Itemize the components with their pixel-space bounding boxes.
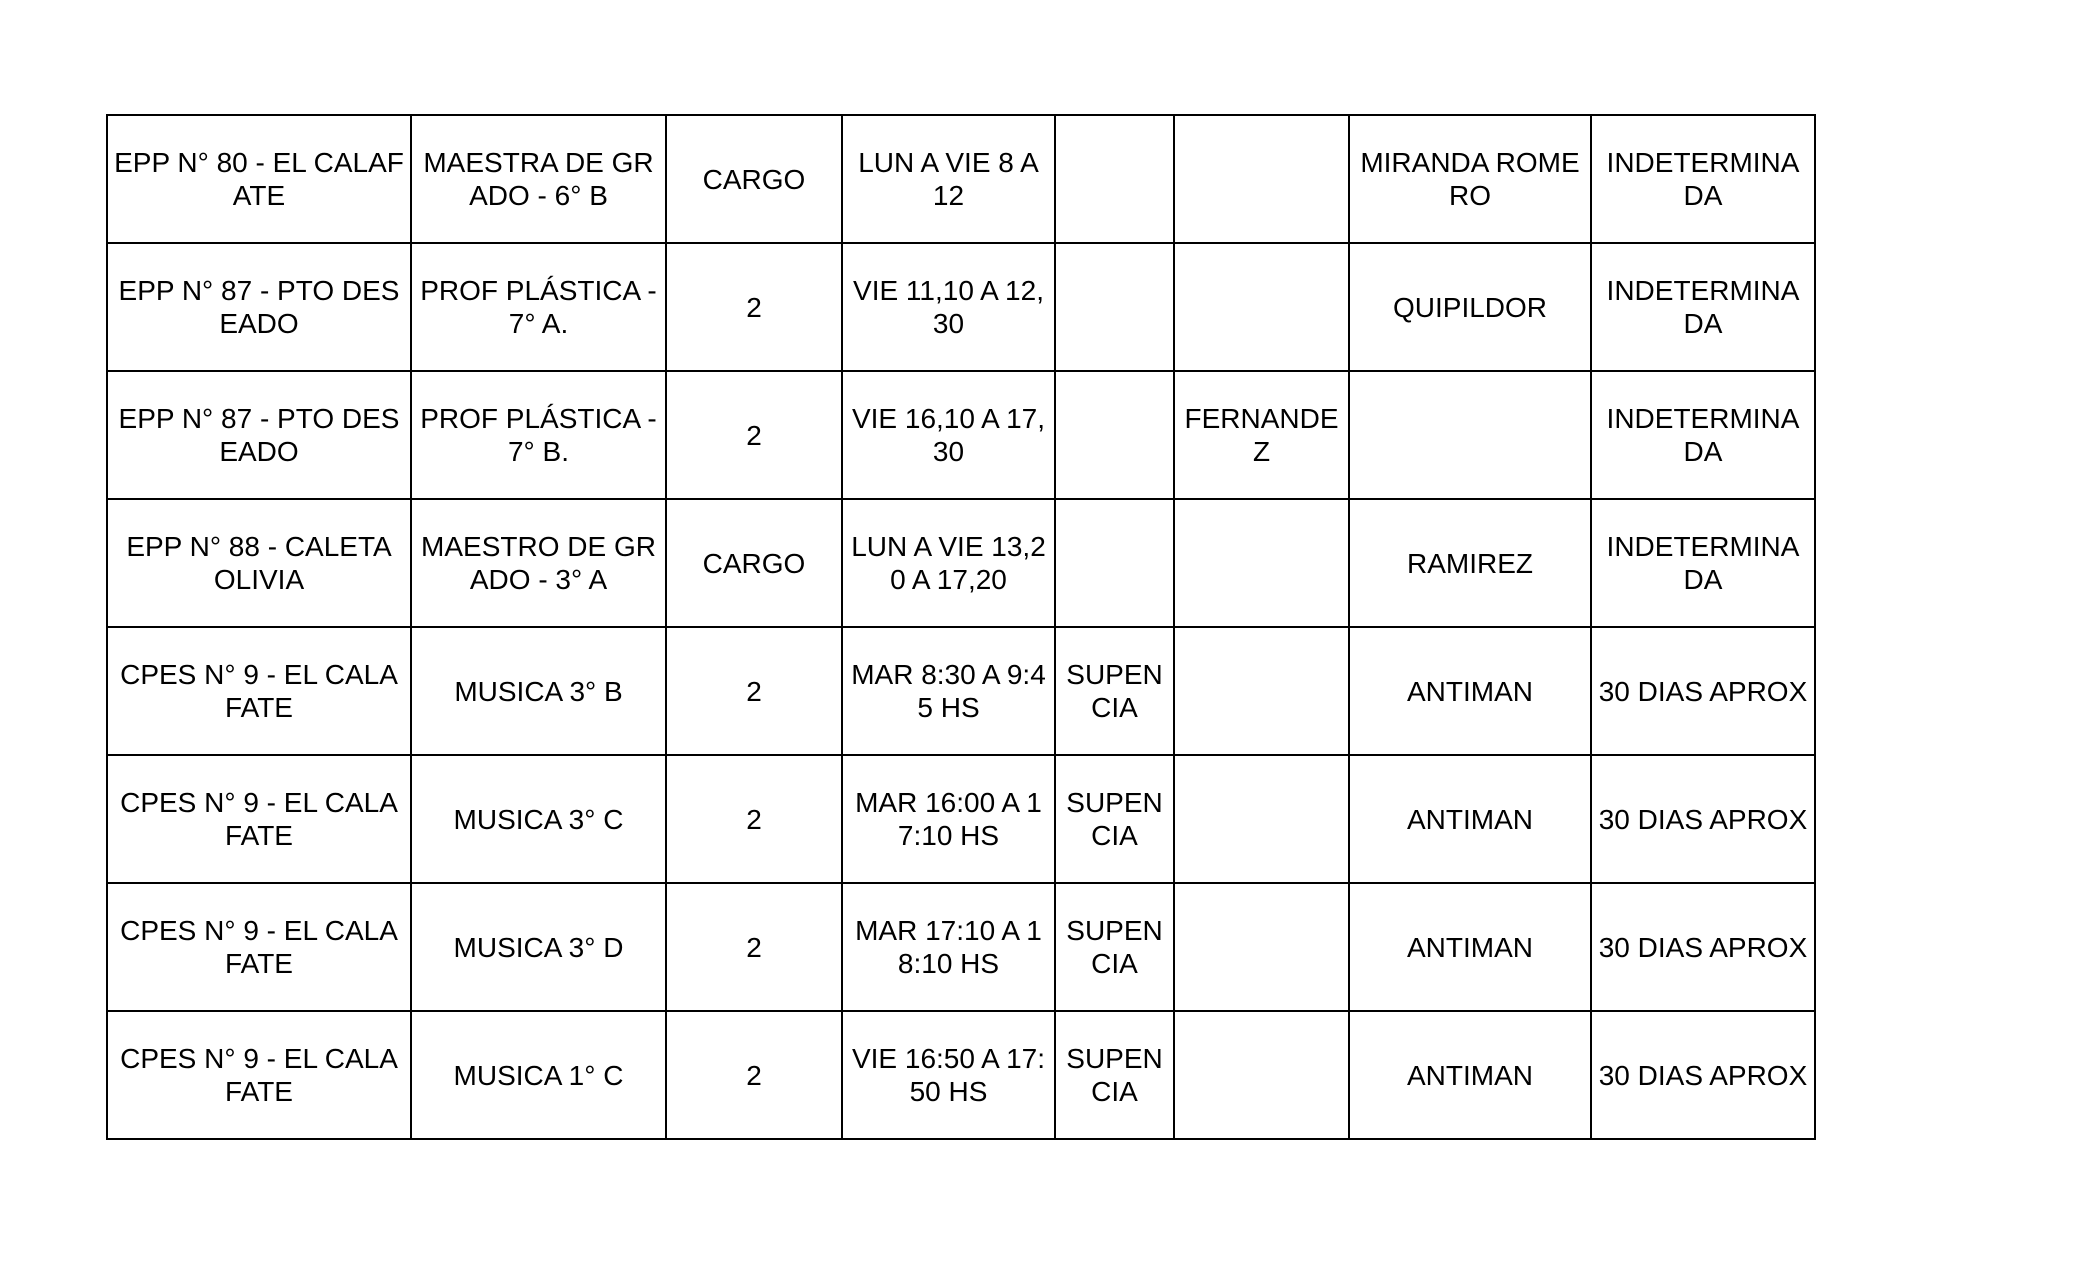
schedule-cell: LUN A VIE 13,20 A 17,20: [842, 499, 1055, 627]
table-row: [107, 1011, 1815, 1139]
type-cell: SUPENCIA: [1055, 755, 1174, 883]
hours-cell: 2: [666, 371, 842, 499]
substitute-cell: ANTIMAN: [1349, 755, 1591, 883]
subject-cell: MAESTRA DE GRADO - 6° B: [411, 115, 666, 243]
subject-cell: PROF PLÁSTICA - 7° B.: [411, 371, 666, 499]
substitute-cell: ANTIMAN: [1349, 883, 1591, 1011]
substitute-cell: [1349, 371, 1591, 499]
type-cell: SUPENCIA: [1055, 1011, 1174, 1139]
hours-cell: 2: [666, 243, 842, 371]
hours-cell: 2: [666, 883, 842, 1011]
school-cell: CPES N° 9 - EL CALAFATE: [107, 755, 411, 883]
duration-cell: 30 DIAS APROX: [1591, 627, 1815, 755]
type-cell: SUPENCIA: [1055, 883, 1174, 1011]
duration-cell: INDETERMINADA: [1591, 371, 1815, 499]
type-cell: [1055, 371, 1174, 499]
holder-cell: [1174, 115, 1349, 243]
table-row: [107, 499, 1815, 627]
holder-cell: [1174, 1011, 1349, 1139]
schedule-cell: VIE 16,10 A 17,30: [842, 371, 1055, 499]
school-cell: CPES N° 9 - EL CALAFATE: [107, 883, 411, 1011]
duration-cell: INDETERMINADA: [1591, 243, 1815, 371]
school-cell: EPP N° 80 - EL CALAFATE: [107, 115, 411, 243]
schedule-cell: MAR 17:10 A 18:10 HS: [842, 883, 1055, 1011]
holder-cell: [1174, 499, 1349, 627]
duration-cell: INDETERMINADA: [1591, 115, 1815, 243]
schedule-cell: VIE 16:50 A 17:50 HS: [842, 1011, 1055, 1139]
schedule-cell: VIE 11,10 A 12,30: [842, 243, 1055, 371]
subject-cell: MAESTRO DE GRADO - 3° A: [411, 499, 666, 627]
type-cell: SUPENCIA: [1055, 627, 1174, 755]
table-row: [107, 243, 1815, 371]
holder-cell: [1174, 755, 1349, 883]
type-cell: [1055, 499, 1174, 627]
school-cell: CPES N° 9 - EL CALAFATE: [107, 1011, 411, 1139]
school-cell: EPP N° 87 - PTO DESEADO: [107, 243, 411, 371]
subject-cell: MUSICA 3° C: [411, 755, 666, 883]
table-row: [107, 115, 1815, 243]
table-body: [107, 115, 1815, 1139]
holder-cell: FERNANDEZ: [1174, 371, 1349, 499]
assignments-table: [106, 114, 1816, 1140]
hours-cell: CARGO: [666, 499, 842, 627]
schedule-cell: MAR 8:30 A 9:45 HS: [842, 627, 1055, 755]
duration-cell: INDETERMINADA: [1591, 499, 1815, 627]
table-row: [107, 755, 1815, 883]
subject-cell: PROF PLÁSTICA - 7° A.: [411, 243, 666, 371]
school-cell: EPP N° 87 - PTO DESEADO: [107, 371, 411, 499]
type-cell: [1055, 243, 1174, 371]
substitute-cell: ANTIMAN: [1349, 627, 1591, 755]
schedule-cell: MAR 16:00 A 17:10 HS: [842, 755, 1055, 883]
subject-cell: MUSICA 1° C: [411, 1011, 666, 1139]
subject-cell: MUSICA 3° D: [411, 883, 666, 1011]
duration-cell: 30 DIAS APROX: [1591, 883, 1815, 1011]
holder-cell: [1174, 243, 1349, 371]
substitute-cell: MIRANDA ROMERO: [1349, 115, 1591, 243]
table-row: [107, 627, 1815, 755]
duration-cell: 30 DIAS APROX: [1591, 755, 1815, 883]
holder-cell: [1174, 883, 1349, 1011]
substitute-cell: RAMIREZ: [1349, 499, 1591, 627]
subject-cell: MUSICA 3° B: [411, 627, 666, 755]
type-cell: [1055, 115, 1174, 243]
schedule-cell: LUN A VIE 8 A 12: [842, 115, 1055, 243]
hours-cell: 2: [666, 755, 842, 883]
hours-cell: CARGO: [666, 115, 842, 243]
duration-cell: 30 DIAS APROX: [1591, 1011, 1815, 1139]
table-row: [107, 371, 1815, 499]
hours-cell: 2: [666, 1011, 842, 1139]
table-row: [107, 883, 1815, 1011]
holder-cell: [1174, 627, 1349, 755]
school-cell: CPES N° 9 - EL CALAFATE: [107, 627, 411, 755]
school-cell: EPP N° 88 - CALETA OLIVIA: [107, 499, 411, 627]
hours-cell: 2: [666, 627, 842, 755]
substitute-cell: ANTIMAN: [1349, 1011, 1591, 1139]
substitute-cell: QUIPILDOR: [1349, 243, 1591, 371]
